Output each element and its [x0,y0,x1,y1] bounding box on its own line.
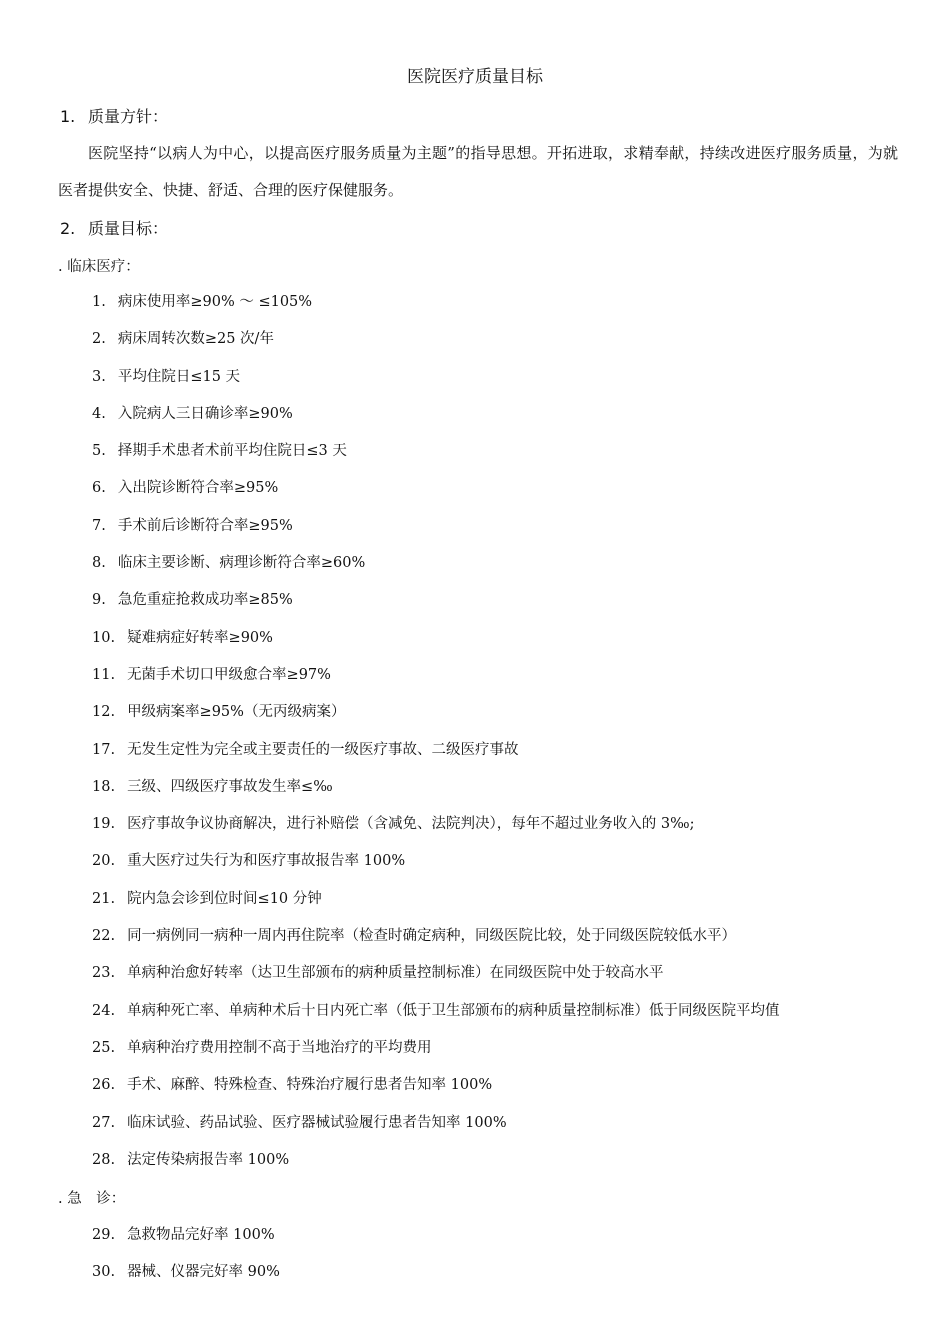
item-number: 8. [92,555,106,572]
item-number: 23. [92,965,116,982]
item-text: 急救物品完好率 100% [127,1227,275,1243]
item-number: 24. [92,1002,116,1019]
list-item [92,813,780,850]
section-quality-policy [60,104,168,127]
section-heading: 质量目标： [88,219,169,238]
list-item [92,627,780,664]
list-item [92,1074,780,1111]
item-text: 器械、仪器完好率 90% [127,1264,280,1281]
list-item [92,1000,780,1037]
item-number: 18. [92,778,116,795]
item-text: 院内急会诊到位时间≤10 分钟 [127,890,322,907]
item-number: 27. [92,1114,116,1131]
list-item [92,1112,780,1149]
item-number: 29. [92,1227,116,1243]
item-number: 12. [92,704,116,721]
list-item [92,477,780,514]
item-number: 25. [92,1039,116,1056]
item-number: 28. [92,1151,116,1168]
item-text: 入院病人三日确诊率≥90% [117,405,293,422]
item-number: 26. [92,1077,116,1094]
item-text: 病床使用率≥90% ～ ≤105% [117,294,313,310]
list-item [92,739,780,776]
policy-paragraph: 医院坚持“以病人为中心，以提高医疗服务质量为主题”的指导思想。开拓进取，求精奉献，持续改进医疗服务质量，为就医者提供安全、快捷、舒适、合理的医疗保健服务。 [58,144,898,199]
item-number: 21. [92,890,116,907]
item-text: 甲级病案率≥95%（无丙级病案） [127,704,346,721]
item-number: 19. [92,816,116,833]
subsection-clinical: . 临床医疗： [58,259,140,275]
list-item [92,328,780,365]
item-number: 10. [92,629,116,646]
clinical-goals-list [92,291,780,1186]
list-item [92,1224,280,1261]
list-item [92,291,780,328]
list-item [92,925,780,962]
list-item [92,850,780,887]
list-item [92,664,780,701]
item-text: 无菌手术切口甲级愈合率≥97% [127,666,331,683]
subsection-emergency: . 急 诊： [58,1191,126,1207]
list-item [92,701,780,738]
list-item [92,440,780,477]
section-number: 1. [60,107,76,126]
item-text: 病床周转次数≥25 次/年 [117,331,274,348]
item-text: 重大医疗过失行为和医疗事故报告率 100% [127,853,406,870]
item-text: 单病种死亡率、单病种术后十日内死亡率（低于卫生部颁布的病种质量控制标准）低于同级医院平均值 [127,1002,780,1019]
item-text: 法定传染病报告率 100% [127,1151,290,1168]
item-text: 单病种治愈好转率（达卫生部颁布的病种质量控制标准）在同级医院中处于较高水平 [127,965,664,982]
emergency-goals-list [92,1224,280,1299]
section-number: 2. [60,219,76,238]
list-item [92,515,780,552]
item-text: 临床主要诊断、病理诊断符合率≥60% [117,555,366,572]
list-item [92,1037,780,1074]
item-text: 三级、四级医疗事故发生率≤‰ [127,778,333,795]
item-number: 20. [92,853,116,870]
list-item [92,1149,780,1186]
item-number: 11. [92,666,116,683]
section-heading: 质量方针： [88,107,169,126]
item-number: 5. [92,443,106,460]
item-number: 9. [92,592,106,609]
list-item [92,589,780,626]
document-title: 医院医疗质量目标 [407,67,543,87]
list-item [92,962,780,999]
item-text: 临床试验、药品试验、医疗器械试验履行患者告知率 100% [127,1114,507,1131]
item-text: 手术前后诊断符合率≥95% [117,517,293,534]
item-number: 22. [92,928,116,945]
list-item [92,1261,280,1298]
list-item [92,552,780,589]
list-item [92,366,780,403]
item-text: 择期手术患者术前平均住院日≤3 天 [117,443,347,460]
list-item [92,403,780,440]
item-number: 1. [92,294,106,310]
item-text: 平均住院日≤15 天 [117,368,241,385]
item-text: 无发生定性为完全或主要责任的一级医疗事故、二级医疗事故 [127,741,519,758]
item-number: 17. [92,741,116,758]
item-number: 6. [92,480,106,497]
list-item [92,888,780,925]
item-text: 急危重症抢救成功率≥85% [117,592,293,609]
item-text: 入出院诊断符合率≥95% [117,480,279,497]
section-quality-goals [60,216,168,239]
item-text: 单病种治疗费用控制不高于当地治疗的平均费用 [127,1039,432,1056]
item-number: 7. [92,517,106,534]
item-text: 同一病例同一病种一周内再住院率（检查时确定病种，同级医院比较，处于同级医院较低水平） [127,928,737,945]
item-text: 手术、麻醉、特殊检查、特殊治疗履行患者告知率 100% [127,1077,493,1094]
item-text: 疑难病症好转率≥90% [127,629,273,646]
item-number: 4. [92,405,106,422]
item-number: 3. [92,368,106,385]
item-number: 2. [92,331,106,348]
item-text: 医疗事故争议协商解决，进行补赔偿（含减免、法院判决），每年不超过业务收入的 3‰; [127,816,695,833]
item-number: 30. [92,1264,116,1281]
list-item [92,776,780,813]
